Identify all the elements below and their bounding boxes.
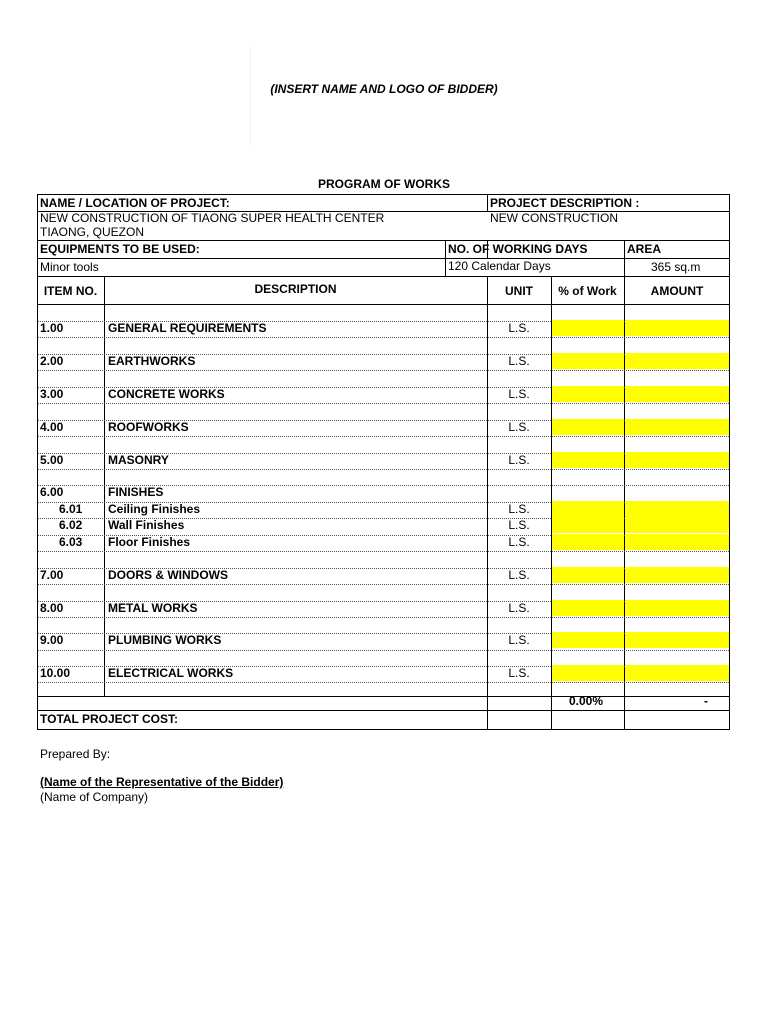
row-item-no: 7.00 <box>40 568 64 582</box>
row-item-no: 1.00 <box>40 321 64 335</box>
percent-of-work-input[interactable] <box>552 501 624 517</box>
row-description: Ceiling Finishes <box>108 502 201 516</box>
amount-input[interactable] <box>625 632 729 648</box>
row-item-no: 8.00 <box>40 601 64 615</box>
row-description: Floor Finishes <box>108 535 191 549</box>
percent-of-work-input[interactable] <box>552 665 624 681</box>
row-item-no: 9.00 <box>40 633 64 647</box>
amount-input[interactable] <box>625 517 729 533</box>
row-separator <box>38 617 729 618</box>
row-description: EARTHWORKS <box>108 354 196 368</box>
total-project-cost-label: TOTAL PROJECT COST: <box>40 712 179 726</box>
row-separator <box>38 469 729 470</box>
row-item-no: 4.00 <box>40 420 64 434</box>
row-item-no: 6.02 <box>59 518 83 532</box>
row-separator <box>38 436 729 437</box>
row-item-no: 6.01 <box>59 502 83 516</box>
percent-of-work-input[interactable] <box>552 452 624 468</box>
total-percent: 0.00% <box>569 694 604 708</box>
project-name-label: NAME / LOCATION OF PROJECT: <box>40 196 230 210</box>
row-description: Wall Finishes <box>108 518 185 532</box>
working-days-label: NO. OF WORKING DAYS <box>448 242 588 256</box>
row-separator <box>38 682 729 683</box>
row-description: CONCRETE WORKS <box>108 387 225 401</box>
representative-name: (Name of the Representative of the Bidder) <box>40 775 284 789</box>
amount-input[interactable] <box>625 665 729 681</box>
percent-of-work-input[interactable] <box>552 320 624 336</box>
percent-of-work-input[interactable] <box>552 632 624 648</box>
amount-input[interactable] <box>625 600 729 616</box>
percent-of-work-input[interactable] <box>552 353 624 369</box>
row-item-no: 3.00 <box>40 387 64 401</box>
row-description: MASONRY <box>108 453 169 467</box>
row-description: PLUMBING WORKS <box>108 633 222 647</box>
row-description: METAL WORKS <box>108 601 198 615</box>
project-name-line2: TIAONG, QUEZON <box>40 225 145 239</box>
row-separator <box>38 403 729 404</box>
company-name: (Name of Company) <box>40 790 149 804</box>
area-label: AREA <box>627 242 662 256</box>
row-unit: L.S. <box>508 387 530 401</box>
column-header-item-no: ITEM NO. <box>43 284 98 298</box>
row-unit: L.S. <box>508 568 530 582</box>
total-amount: - <box>704 694 708 708</box>
program-of-works-table <box>37 194 730 730</box>
row-description: ROOFWORKS <box>108 420 189 434</box>
row-item-no: 6.00 <box>40 485 64 499</box>
amount-input[interactable] <box>625 419 729 435</box>
row-separator <box>38 337 729 338</box>
row-unit: L.S. <box>508 354 530 368</box>
amount-input[interactable] <box>625 452 729 468</box>
row-description: ELECTRICAL WORKS <box>108 666 234 680</box>
row-unit: L.S. <box>508 321 530 335</box>
percent-of-work-input[interactable] <box>552 386 624 402</box>
row-separator <box>38 370 729 371</box>
row-unit: L.S. <box>508 601 530 615</box>
amount-input[interactable] <box>625 567 729 583</box>
row-description: DOORS & WINDOWS <box>108 568 228 582</box>
row-item-no: 5.00 <box>40 453 64 467</box>
equipment-value: Minor tools <box>40 260 99 274</box>
column-header-percent-of-work: % of Work <box>558 284 617 298</box>
percent-of-work-input[interactable] <box>552 534 624 550</box>
row-unit: L.S. <box>508 535 530 549</box>
amount-input[interactable] <box>625 386 729 402</box>
area-value: 365 sq.m <box>651 260 701 274</box>
amount-input[interactable] <box>625 320 729 336</box>
row-separator <box>38 584 729 585</box>
amount-input[interactable] <box>625 534 729 550</box>
page-title: PROGRAM OF WORKS <box>318 177 450 191</box>
column-header-unit: UNIT <box>505 284 533 298</box>
bidder-placeholder: (INSERT NAME AND LOGO OF BIDDER) <box>270 82 498 96</box>
percent-of-work-input[interactable] <box>552 600 624 616</box>
row-unit: L.S. <box>508 502 530 516</box>
column-header-amount: AMOUNT <box>650 284 704 298</box>
row-separator <box>38 650 729 651</box>
row-item-no: 6.03 <box>59 535 83 549</box>
row-description: GENERAL REQUIREMENTS <box>108 321 267 335</box>
working-days-value: 120 Calendar Days <box>448 259 551 273</box>
percent-of-work-input[interactable] <box>552 419 624 435</box>
row-unit: L.S. <box>508 453 530 467</box>
prepared-by-label: Prepared By: <box>40 747 111 761</box>
project-description-value: NEW CONSTRUCTION <box>490 211 618 225</box>
row-unit: L.S. <box>508 420 530 434</box>
percent-of-work-input[interactable] <box>552 567 624 583</box>
row-item-no: 10.00 <box>40 666 71 680</box>
amount-input[interactable] <box>625 501 729 517</box>
project-description-label: PROJECT DESCRIPTION : <box>490 196 640 210</box>
percent-of-work-input[interactable] <box>552 517 624 533</box>
equipment-label: EQUIPMENTS TO BE USED: <box>40 242 200 256</box>
row-unit: L.S. <box>508 666 530 680</box>
row-item-no: 2.00 <box>40 354 64 368</box>
row-unit: L.S. <box>508 518 530 532</box>
amount-input[interactable] <box>625 353 729 369</box>
project-name-line1: NEW CONSTRUCTION OF TIAONG SUPER HEALTH CENTER <box>40 211 385 225</box>
row-unit: L.S. <box>508 633 530 647</box>
row-separator <box>38 551 729 552</box>
column-header-description: DESCRIPTION <box>254 282 337 296</box>
row-description: FINISHES <box>108 485 164 499</box>
